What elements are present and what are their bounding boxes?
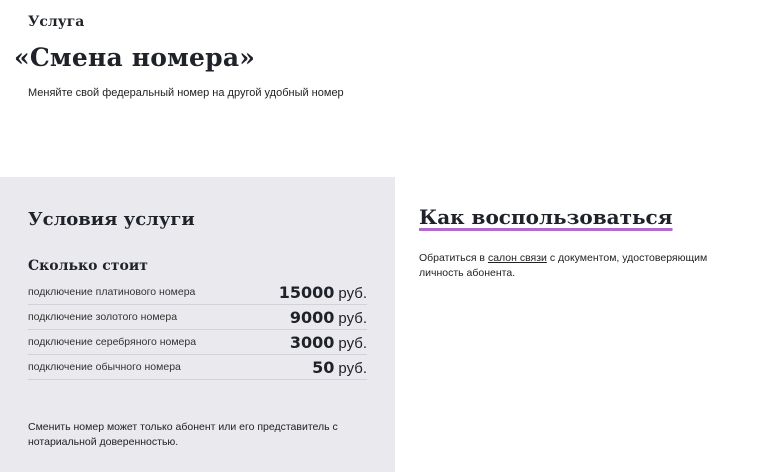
- how-to-use-text: [419, 251, 754, 281]
- price-row-label: подключение золотого номера: [28, 311, 178, 323]
- price-row-label: подключение серебряного номера: [28, 336, 197, 348]
- price-row-label: подключение обычного номера: [28, 361, 181, 373]
- price-value: [279, 283, 367, 302]
- price-value: [312, 358, 367, 377]
- price-table: [28, 280, 367, 380]
- price-amount: 50: [312, 357, 335, 377]
- price-currency: руб.: [338, 359, 367, 377]
- price-amount: 15000: [278, 282, 335, 302]
- conditions-heading: Условия услуги: [28, 209, 195, 230]
- price-value: [290, 333, 367, 352]
- store-link[interactable]: салон связи: [487, 252, 547, 264]
- how-to-use-heading[interactable]: Как воспользоваться: [419, 205, 673, 229]
- price-currency: руб.: [338, 284, 367, 302]
- price-currency: руб.: [338, 334, 367, 352]
- price-currency: руб.: [338, 309, 367, 327]
- price-amount: 3000: [289, 332, 335, 352]
- price-heading: Сколько стоит: [28, 258, 148, 274]
- page-title: «Смена номера»: [14, 43, 256, 72]
- price-row-gold: [28, 305, 367, 330]
- price-amount: 9000: [289, 307, 335, 327]
- price-row-platinum: [28, 280, 367, 305]
- how-text-before: Обратиться в: [419, 252, 488, 264]
- service-eyebrow: Услуга: [28, 14, 85, 30]
- price-row-regular: [28, 355, 367, 380]
- how-text-after: с документом, удостоверяющим личность абонента.: [419, 252, 708, 279]
- price-row-silver: [28, 330, 367, 355]
- page-subtitle: Меняйте свой федеральный номер на другой удобный номер: [28, 87, 344, 99]
- price-row-label: подключение платинового номера: [28, 286, 196, 298]
- price-value: [290, 308, 367, 327]
- eligibility-note: Сменить номер может только абонент или его представитель с нотариальной доверенностью.: [28, 421, 338, 448]
